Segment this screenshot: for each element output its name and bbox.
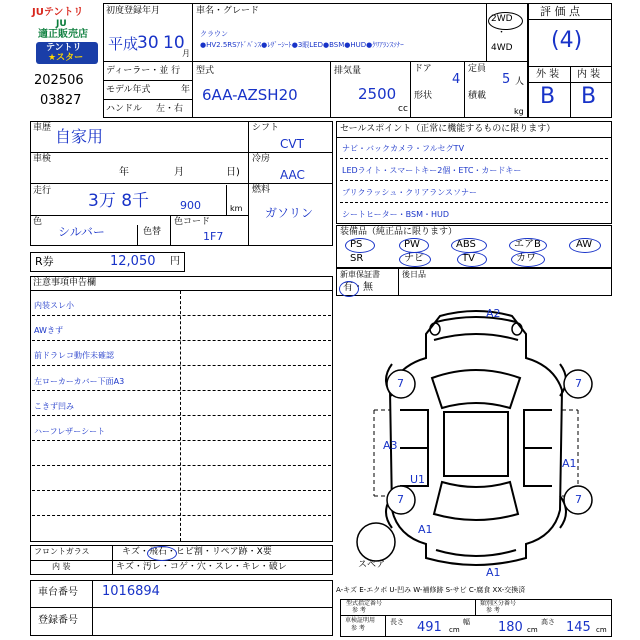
capacity-unit: 人 bbox=[515, 77, 525, 87]
equip-pw-circle bbox=[399, 238, 429, 253]
spec-length-unit: cm bbox=[449, 626, 460, 634]
equip-airbag-circle bbox=[509, 238, 547, 253]
mark-wheel-fr: 7 bbox=[575, 377, 582, 390]
equip-aw-circle bbox=[569, 238, 601, 253]
color-code-label: 色コード bbox=[174, 217, 211, 227]
capacity-value: 5 bbox=[502, 72, 511, 87]
spec-model-label: 型式指定番号 bbox=[346, 600, 383, 607]
logo bbox=[30, 6, 102, 66]
front-glass-label: フロントガラス bbox=[34, 547, 90, 556]
inspection-month-unit: 月 bbox=[174, 167, 184, 178]
door-label: ドア bbox=[414, 64, 432, 74]
chassis-value: 1016894 bbox=[102, 584, 160, 599]
first-reg-month: 10 bbox=[163, 33, 185, 53]
shift-value: CVT bbox=[280, 137, 304, 151]
mark-wheel-rr: 7 bbox=[575, 493, 582, 506]
equip-leather-circle bbox=[511, 252, 545, 267]
spec-cert-sub: 参 考 bbox=[351, 625, 365, 632]
logo-line5: ★スター bbox=[48, 53, 84, 63]
equip-navi: ナビ bbox=[404, 253, 424, 264]
spec-height-label: 高さ bbox=[541, 618, 555, 626]
spec-class-label: 類別区分番号 bbox=[480, 600, 517, 607]
usage-label: 車歴 bbox=[33, 123, 52, 133]
inspection-day-unit: 日) bbox=[226, 167, 240, 178]
mark-rear-left: A1 bbox=[418, 523, 433, 536]
spec-width-unit: cm bbox=[527, 626, 538, 634]
spec-length-label: 長さ bbox=[390, 618, 404, 626]
notes-label: 注意事項申告欄 bbox=[33, 278, 97, 288]
spec-cert-label: 車検証明用 bbox=[345, 617, 376, 624]
car-name-line1: クラウン bbox=[200, 30, 228, 38]
shape-label: 形状 bbox=[414, 91, 433, 101]
spec-height-unit: cm bbox=[596, 626, 607, 634]
stock-no-2: 03827 bbox=[40, 93, 82, 108]
recycle-label: R券 bbox=[35, 255, 54, 268]
spec-width: 180 bbox=[498, 620, 523, 635]
drive-dot: ・ bbox=[497, 28, 507, 38]
load-label: 積載 bbox=[468, 91, 487, 101]
interior-cond-label: 内 装 bbox=[52, 562, 71, 571]
interior-value: B bbox=[581, 84, 597, 109]
car-name-line2: ●HV2.5RSｱﾄﾞﾊﾞﾝｽ●ﾚｻﾞｰｼｰﾄ●3眼LED●BSM●HUD●ｸﾘｱﾗﾝｽｿﾅｰ bbox=[200, 41, 404, 49]
mark-rear-bumper: A1 bbox=[486, 566, 501, 579]
inspection-year-unit: 年 bbox=[119, 167, 129, 178]
recycle-unit: 円 bbox=[170, 256, 180, 267]
handle-label: ハンドル bbox=[106, 104, 143, 114]
warranty-value: 有・無 bbox=[343, 282, 373, 293]
model-value: 6AA-AZSH20 bbox=[202, 86, 298, 104]
mark-left-rear-door: U1 bbox=[410, 473, 426, 486]
first-reg-label: 初度登録年月 bbox=[106, 6, 161, 16]
car-diagram bbox=[340, 300, 612, 580]
equip-pw: PW bbox=[404, 239, 420, 250]
drive-4wd: 4WD bbox=[491, 43, 513, 53]
equipment-label: 装備品（純正品に限ります） bbox=[340, 227, 458, 237]
front-glass-value: キズ・飛石・ヒビ割・リペア跡・X要 bbox=[122, 547, 272, 557]
first-reg-year: 30 bbox=[137, 33, 159, 53]
door-value: 4 bbox=[452, 72, 461, 87]
chassis-label: 車台番号 bbox=[38, 587, 78, 598]
mark-wheel-rl: 7 bbox=[397, 493, 404, 506]
spec-height: 145 bbox=[566, 620, 591, 635]
sales-point-3: ブリクラッシュ・クリアランスソナー bbox=[342, 188, 477, 197]
fuel-value: ガソリン bbox=[265, 206, 314, 220]
equip-tv-circle bbox=[457, 252, 487, 267]
equip-ps: PS bbox=[350, 239, 363, 250]
spec-length: 491 bbox=[417, 620, 442, 635]
exterior-value: B bbox=[540, 84, 556, 109]
logo-line4: テントリ bbox=[46, 43, 82, 53]
displacement-unit: cc bbox=[398, 104, 408, 114]
load-unit: kg bbox=[514, 107, 524, 116]
spec-class-sub: 参 考 bbox=[486, 607, 500, 614]
note-5: こきず凹み bbox=[34, 402, 74, 411]
equip-airbag: エアB bbox=[514, 239, 541, 250]
sales-point-2: LEDライト・スマートキー2個・ETC・カードキー bbox=[342, 166, 522, 175]
capacity-label: 定員 bbox=[468, 64, 487, 74]
color-value: シルバー bbox=[58, 225, 105, 239]
equip-tv: TV bbox=[462, 253, 475, 264]
aircon-value: AAC bbox=[280, 168, 305, 182]
front-glass-chip-circle bbox=[147, 546, 177, 561]
drive-2wd: 2WD bbox=[491, 14, 513, 24]
damage-legend: A-キズ E-エクボ U-凹み W-補修跡 S-サビ C-腐食 XX-交換済 bbox=[336, 586, 526, 594]
equip-sr: SR bbox=[350, 253, 364, 264]
mileage-unit: km bbox=[230, 204, 243, 213]
note-6: ハーフレザーシート bbox=[34, 427, 106, 436]
warranty-after-label: 後日品 bbox=[402, 270, 426, 279]
note-4: 左ローカーカバー下面A3 bbox=[34, 377, 125, 386]
mileage-value: 3万 8千 bbox=[88, 191, 150, 211]
logo-line1: JUテントリ bbox=[32, 7, 84, 18]
interior-cond-value: キズ・汚レ・コゲ・穴・スレ・キレ・破レ bbox=[116, 562, 287, 572]
displacement-value: 2500 bbox=[358, 85, 397, 103]
equip-abs: ABS bbox=[456, 239, 476, 250]
color-code-value: 1F7 bbox=[203, 230, 224, 243]
mileage-label: 走行 bbox=[33, 186, 52, 196]
sales-point-1: ナビ・バックカメラ・フルセグTV bbox=[342, 144, 465, 153]
spec-width-label: 幅 bbox=[463, 618, 470, 626]
color-swap-label: 色替 bbox=[143, 227, 162, 237]
reg-no-label: 登録番号 bbox=[38, 615, 78, 626]
equip-leather: カワ bbox=[516, 253, 536, 264]
first-reg-month-unit: 月 bbox=[182, 49, 190, 58]
logo-line3: 適正販売店 bbox=[38, 29, 88, 40]
spec-model-sub: 参 考 bbox=[352, 607, 366, 614]
equip-navi-circle bbox=[399, 252, 431, 267]
first-reg-era: 平成 bbox=[108, 35, 139, 53]
displacement-label: 排気量 bbox=[334, 66, 362, 76]
equip-aw: AW bbox=[576, 239, 593, 250]
inspection-label: 車検 bbox=[33, 154, 52, 164]
mark-right-side: A1 bbox=[562, 457, 577, 470]
usage-value: 自家用 bbox=[55, 127, 104, 146]
warranty-yes-circle bbox=[339, 281, 359, 297]
mark-wheel-fl: 7 bbox=[397, 377, 404, 390]
model-year-unit: 年 bbox=[181, 85, 191, 95]
sales-points-label: セールスポイント（正常に機能するものに限ります） bbox=[340, 124, 556, 134]
spare-label: スペア bbox=[358, 560, 386, 570]
equip-abs-circle bbox=[451, 238, 487, 253]
interior-label: 内 装 bbox=[577, 69, 601, 80]
warranty-label: 新車保証書 bbox=[340, 270, 380, 279]
equip-ps-circle bbox=[345, 238, 375, 253]
note-2: AWきず bbox=[34, 326, 63, 335]
dealer-label: ディーラー・並 行 bbox=[106, 66, 181, 76]
aircon-label: 冷房 bbox=[252, 154, 271, 164]
grade-eval-label: 評 価 点 bbox=[540, 5, 580, 18]
color-label: 色 bbox=[33, 217, 43, 227]
note-3: 前ドラレコ動作未確認 bbox=[34, 351, 114, 360]
model-year-label: モデル年式 bbox=[106, 85, 151, 95]
shift-label: シフト bbox=[252, 123, 280, 133]
exterior-label: 外 装 bbox=[536, 69, 560, 80]
handle-value: 左・右 bbox=[156, 104, 184, 114]
mark-left-rocker: A3 bbox=[383, 439, 398, 452]
fuel-label: 燃料 bbox=[252, 185, 271, 195]
mark-front: A2 bbox=[486, 307, 501, 320]
logo-line2: JU bbox=[56, 19, 67, 29]
car-name-label: 車名・グレード bbox=[196, 6, 260, 16]
sales-point-4: シートヒーター・BSM・HUD bbox=[342, 210, 450, 219]
grade-eval-value: (4) bbox=[551, 28, 583, 53]
stock-no-1: 202506 bbox=[34, 73, 84, 88]
recycle-value: 12,050 bbox=[110, 254, 156, 269]
mileage-sub: 900 bbox=[180, 199, 201, 212]
note-1: 内装スレ小 bbox=[34, 301, 74, 310]
model-label: 型式 bbox=[196, 66, 215, 76]
